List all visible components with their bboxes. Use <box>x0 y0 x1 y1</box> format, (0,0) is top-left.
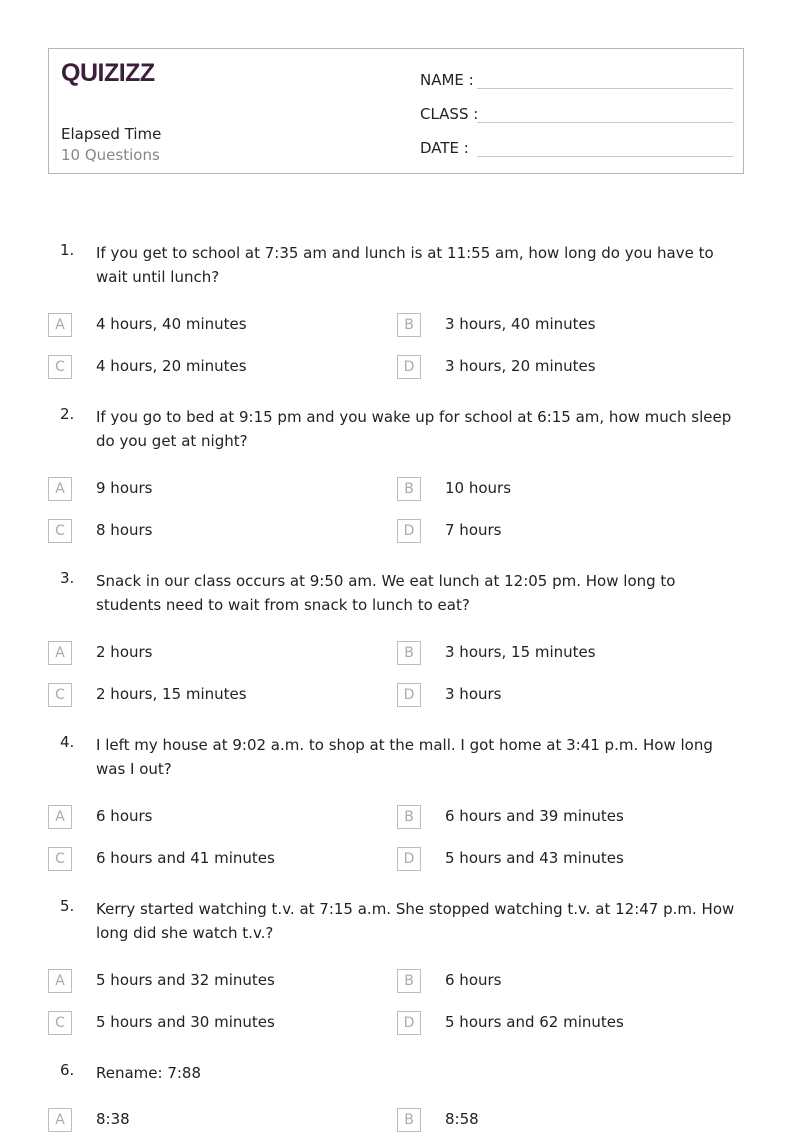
option-letter-box: B <box>397 1108 421 1132</box>
option-letter-box: B <box>397 969 421 993</box>
question-number: 5. <box>60 897 75 915</box>
option-text: 2 hours <box>96 643 153 661</box>
option-text: 4 hours, 40 minutes <box>96 315 247 333</box>
class-field[interactable] <box>420 101 733 125</box>
question-text: If you go to bed at 9:15 pm and you wake up for school at 6:15 am, how much sleep do you get at night? <box>96 408 732 450</box>
option-letter-box: B <box>397 313 421 337</box>
option-text: 5 hours and 43 minutes <box>445 849 624 867</box>
option-letter-box: D <box>397 519 421 543</box>
option-text: 4 hours, 20 minutes <box>96 357 247 375</box>
option-text: 6 hours <box>96 807 153 825</box>
option-text: 9 hours <box>96 479 153 497</box>
quizizz-logo: QUIZIZZ <box>61 59 155 87</box>
option-letter-box: B <box>397 805 421 829</box>
option-text: 8:38 <box>96 1110 130 1128</box>
option-text: 5 hours and 30 minutes <box>96 1013 275 1031</box>
question-text: If you get to school at 7:35 am and lunch is at 11:55 am, how long do you have to wait until lunch? <box>96 244 714 286</box>
option-text: 3 hours, 40 minutes <box>445 315 596 333</box>
question-text: I left my house at 9:02 a.m. to shop at the mall. I got home at 3:41 p.m. How long was I out? <box>96 736 713 778</box>
option-text: 10 hours <box>445 479 512 497</box>
date-line[interactable] <box>477 156 733 157</box>
option-text: 6 hours <box>445 971 502 989</box>
option-letter-box: C <box>48 847 72 871</box>
option-text: 3 hours, 15 minutes <box>445 643 596 661</box>
option-letter-box: C <box>48 355 72 379</box>
name-label: NAME : <box>420 71 474 89</box>
question-count: 10 Questions <box>61 146 160 164</box>
option-letter-box: D <box>397 847 421 871</box>
worksheet-header <box>48 48 744 174</box>
option-letter-box: A <box>48 1108 72 1132</box>
question-number: 6. <box>60 1061 75 1079</box>
option-text: 6 hours and 39 minutes <box>445 807 624 825</box>
option-text: 2 hours, 15 minutes <box>96 685 247 703</box>
class-line[interactable] <box>477 122 733 123</box>
option-letter-box: A <box>48 641 72 665</box>
option-text: 8 hours <box>96 521 153 539</box>
question-text: Snack in our class occurs at 9:50 am. We eat lunch at 12:05 pm. How long to students need to wait from snack to lunch to eat? <box>96 572 676 614</box>
option-text: 5 hours and 62 minutes <box>445 1013 624 1031</box>
question-text: Rename: 7:88 <box>96 1064 202 1082</box>
question-text: Kerry started watching t.v. at 7:15 a.m. She stopped watching t.v. at 12:47 p.m. How long did she watch t.v.? <box>96 900 735 942</box>
class-label: CLASS : <box>420 105 479 123</box>
option-letter-box: C <box>48 683 72 707</box>
option-text: 3 hours, 20 minutes <box>445 357 596 375</box>
question-number: 4. <box>60 733 75 751</box>
option-text: 5 hours and 32 minutes <box>96 971 275 989</box>
question-number: 2. <box>60 405 75 423</box>
option-letter-box: A <box>48 805 72 829</box>
option-letter-box: A <box>48 969 72 993</box>
option-letter-box: D <box>397 683 421 707</box>
option-letter-box: D <box>397 1011 421 1035</box>
date-label: DATE : <box>420 139 469 157</box>
option-letter-box: A <box>48 477 72 501</box>
question-number: 3. <box>60 569 75 587</box>
date-field[interactable] <box>420 135 733 159</box>
option-letter-box: B <box>397 477 421 501</box>
name-field[interactable] <box>420 67 733 91</box>
option-letter-box: B <box>397 641 421 665</box>
option-letter-box: D <box>397 355 421 379</box>
option-letter-box: C <box>48 1011 72 1035</box>
name-line[interactable] <box>477 88 733 89</box>
worksheet-title: Elapsed Time <box>61 125 162 143</box>
option-text: 8:58 <box>445 1110 479 1128</box>
question-number: 1. <box>60 241 75 259</box>
option-letter-box: C <box>48 519 72 543</box>
option-text: 3 hours <box>445 685 502 703</box>
option-text: 6 hours and 41 minutes <box>96 849 275 867</box>
option-letter-box: A <box>48 313 72 337</box>
option-text: 7 hours <box>445 521 502 539</box>
